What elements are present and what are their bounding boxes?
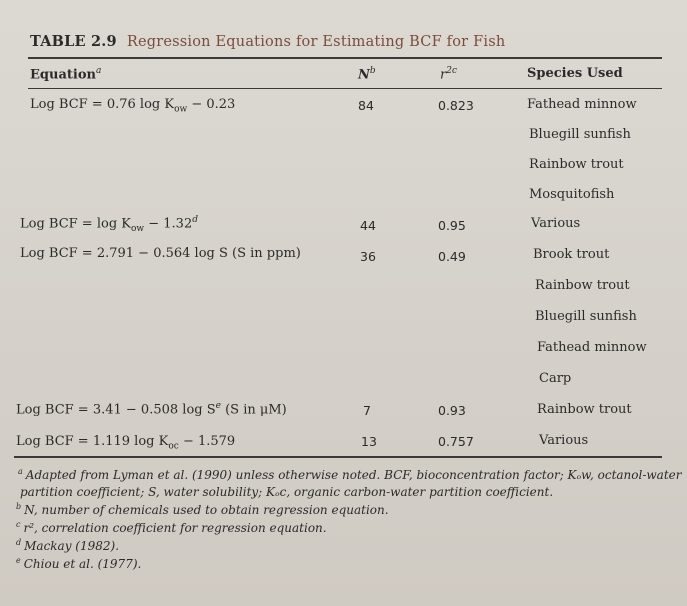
species-item: Bluegill sunfish <box>535 309 637 324</box>
species-item: Bluegill sunfish <box>529 127 631 142</box>
table-caption <box>30 33 505 50</box>
footnote-a-cont: partition coefficient; S, water solubility; Kₒc, organic carbon-water partition coefficient. <box>20 485 554 499</box>
footnote-d: $^d$ Mackay (1982). <box>16 538 120 553</box>
species-item: Rainbow trout <box>537 402 632 417</box>
footnote-a: $^a$ Adapted from Lyman et al. (1990) unless otherwise noted. BCF, bioconcentration factor; Kₒw, octanol-water <box>18 467 682 482</box>
bottom-rule <box>14 456 662 458</box>
r2-value-1: 0.823 <box>438 98 474 113</box>
header-r2: $r^{2c}$ <box>440 66 457 83</box>
top-rule <box>28 57 662 59</box>
r2-value-5: 0.757 <box>438 434 474 449</box>
header-rule <box>28 88 662 89</box>
r2-value-3: 0.49 <box>438 249 466 264</box>
species-item: Carp <box>539 371 572 386</box>
footnote-b: $^b$ N, number of chemicals used to obtain regression equation. <box>16 502 389 517</box>
equation-row-3: Log BCF = 2.791 − 0.564 log S (S in ppm) <box>20 246 301 261</box>
equation-row-4: Log BCF = 3.41 − 0.508 $\log S^e$ (S in μM) <box>16 401 287 418</box>
species-item: Rainbow trout <box>529 157 624 172</box>
header-n: $N^b$ <box>358 66 376 83</box>
species-item: Various <box>531 216 581 231</box>
table-title: Regression Equations for Estimating BCF for Fish <box>126 34 506 50</box>
header-equation: Equation$^a$ <box>30 66 102 83</box>
equation-row-1: Log BCF = 0.76 $\log K_{ow} - 0.23$ <box>30 97 236 115</box>
header-species: Species Used <box>527 66 623 81</box>
n-value-2: 44 <box>360 218 376 233</box>
equation-row-5: Log BCF = 1.119 $\log K_{oc} - 1.579$ <box>16 434 236 452</box>
equation-row-2: Log BCF = $\log K_{ow} - 1.32^d$ <box>20 215 198 234</box>
n-value-5: 13 <box>361 434 377 449</box>
species-item: Rainbow trout <box>535 278 630 293</box>
table-label: TABLE 2.9 <box>30 33 117 50</box>
n-value-1: 84 <box>358 98 374 113</box>
footnote-c: $^c$ r², correlation coefficient for regression equation. <box>16 520 327 535</box>
n-value-3: 36 <box>360 249 376 264</box>
species-item: Fathead minnow <box>537 340 647 355</box>
r2-value-2: 0.95 <box>438 218 466 233</box>
species-item: Brook trout <box>533 247 610 262</box>
n-value-4: 7 <box>363 403 371 418</box>
species-item: Fathead minnow <box>527 97 637 112</box>
footnote-e: $^e$ Chiou et al. (1977). <box>16 556 142 571</box>
species-item: Mosquitofish <box>529 187 615 202</box>
r2-value-4: 0.93 <box>438 403 466 418</box>
species-item: Various <box>539 433 589 448</box>
